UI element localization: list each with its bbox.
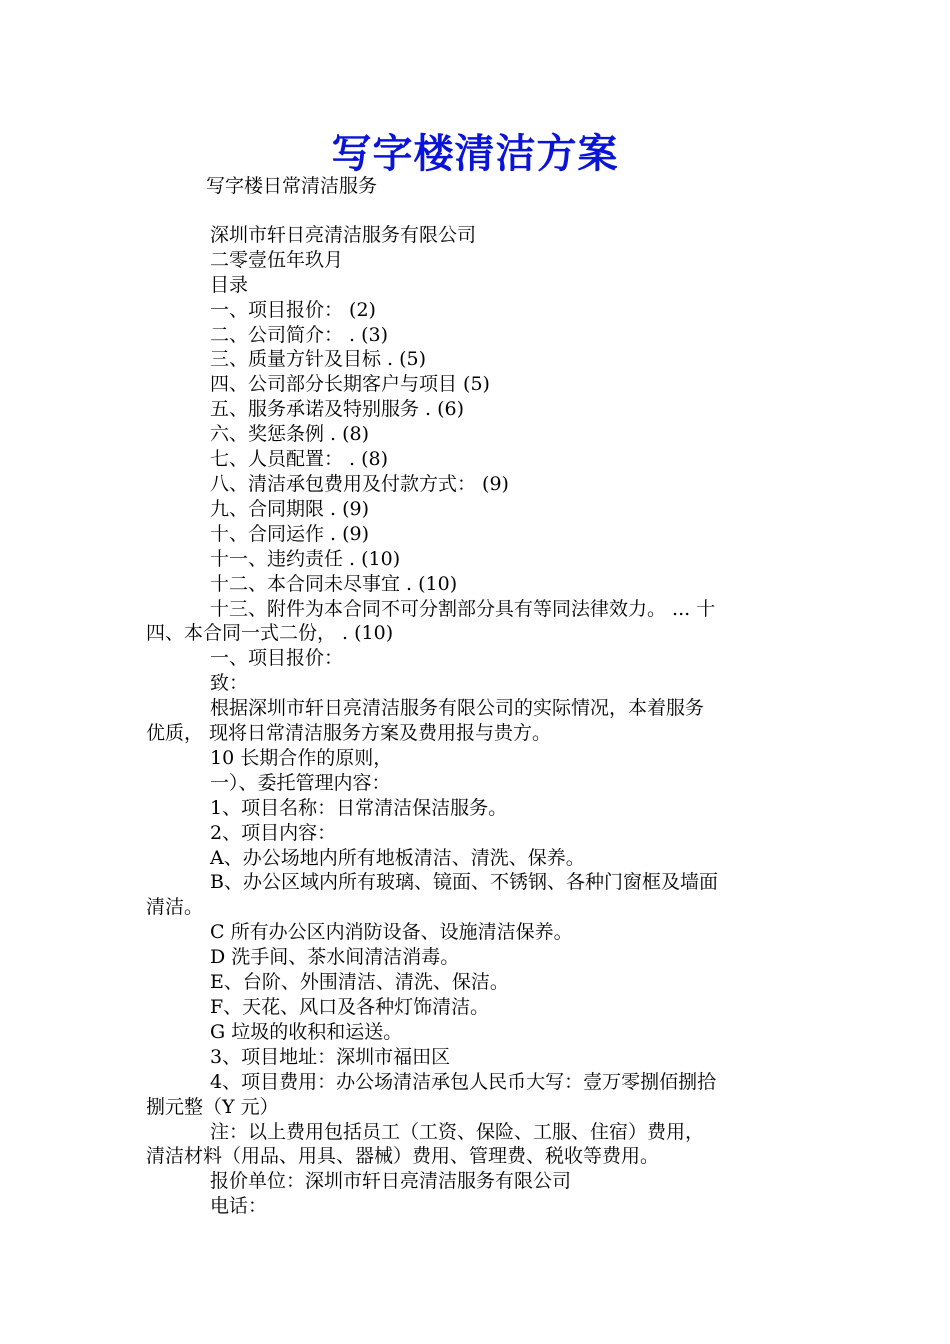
list-item: A、办公场地内所有地板清洁、清洗、保养。 <box>210 846 585 869</box>
document-date: 二零壹伍年玖月 <box>210 248 344 271</box>
company-name: 深圳市轩日亮清洁服务有限公司 <box>210 223 477 246</box>
toc-item: 一、项目报价： (2) <box>210 298 376 321</box>
toc-item: 五、服务承诺及特别服务 . (6) <box>210 398 465 421</box>
list-item: 4、项目费用：办公场清洁承包人民币大写：壹万零捌佰捌拾 <box>210 1070 717 1093</box>
subsection-heading: 一）、委托管理内容： <box>210 771 391 794</box>
toc-item: 十二、本合同未尽事宜 . (10) <box>210 572 458 595</box>
intro-paragraph: 根据深圳市轩日亮清洁服务有限公司的实际情况，本着服务 <box>210 697 705 720</box>
toc-item: 二、公司简介： . (3) <box>210 323 389 346</box>
list-item: C 所有办公区内消防设备、设施清洁保养。 <box>210 921 573 944</box>
toc-item: 八、清洁承包费用及付款方式： (9) <box>210 472 509 495</box>
list-item: F、天花、风口及各种灯饰清洁。 <box>210 996 490 1018</box>
toc-heading: 目录 <box>210 273 249 296</box>
toc-item: 九、合同期限 . (9) <box>210 497 370 520</box>
document-title: 写字楼清洁方案 <box>331 130 619 177</box>
list-item: 1、项目名称：日常清洁保洁服务。 <box>210 796 508 819</box>
toc-item: 七、人员配置： . (8) <box>210 448 389 471</box>
list-item: 2、项目内容： <box>210 821 337 844</box>
toc-item: 十一、违约责任 . (10) <box>210 547 401 570</box>
toc-item: 三、质量方针及目标 . (5) <box>210 348 427 371</box>
list-item: G 垃圾的收积和运送。 <box>210 1020 403 1043</box>
principle-text: 10 长期合作的原则， <box>210 746 393 769</box>
document-body <box>146 174 808 1219</box>
intro-paragraph: 优质， 现将日常清洁服务方案及费用报与贵方。 <box>146 722 552 745</box>
toc-item: 四、本合同一式二份， . (10) <box>146 622 394 645</box>
subtitle: 写字楼日常清洁服务 <box>206 175 378 197</box>
salutation: 致： <box>210 672 249 695</box>
quote-unit: 报价单位：深圳市轩日亮清洁服务有限公司 <box>210 1170 572 1193</box>
note-paragraph: 注：以上费用包括员工（工资、保险、工服、住宿）费用， <box>210 1120 705 1143</box>
toc-item: 十三、附件为本合同不可分割部分具有等同法律效力。 ... 十 <box>210 597 716 620</box>
list-item: D 洗手间、茶水间清洁消毒。 <box>210 946 460 969</box>
list-item: 捌元整（Y 元） <box>146 1095 279 1118</box>
note-paragraph: 清洁材料（用品、用具、器械）费用、管理费、税收等费用。 <box>146 1145 660 1168</box>
list-item: 3、项目地址：深圳市福田区 <box>210 1045 451 1068</box>
list-item: 清洁。 <box>146 896 204 919</box>
section-heading: 一、项目报价： <box>210 647 344 670</box>
list-item: B、办公区域内所有玻璃、镜面、不锈钢、各种门窗框及墙面 <box>210 871 718 894</box>
table-of-contents <box>146 298 808 647</box>
toc-item: 六、奖惩条例 . (8) <box>210 423 370 446</box>
list-item: E、台阶、外围清洁、清洗、保洁。 <box>210 971 509 994</box>
phone-label: 电话： <box>210 1195 268 1218</box>
blank-line <box>146 199 808 223</box>
toc-item: 十、合同运作 . (9) <box>210 522 370 545</box>
toc-item: 四、公司部分长期客户与项目 (5) <box>210 373 490 396</box>
